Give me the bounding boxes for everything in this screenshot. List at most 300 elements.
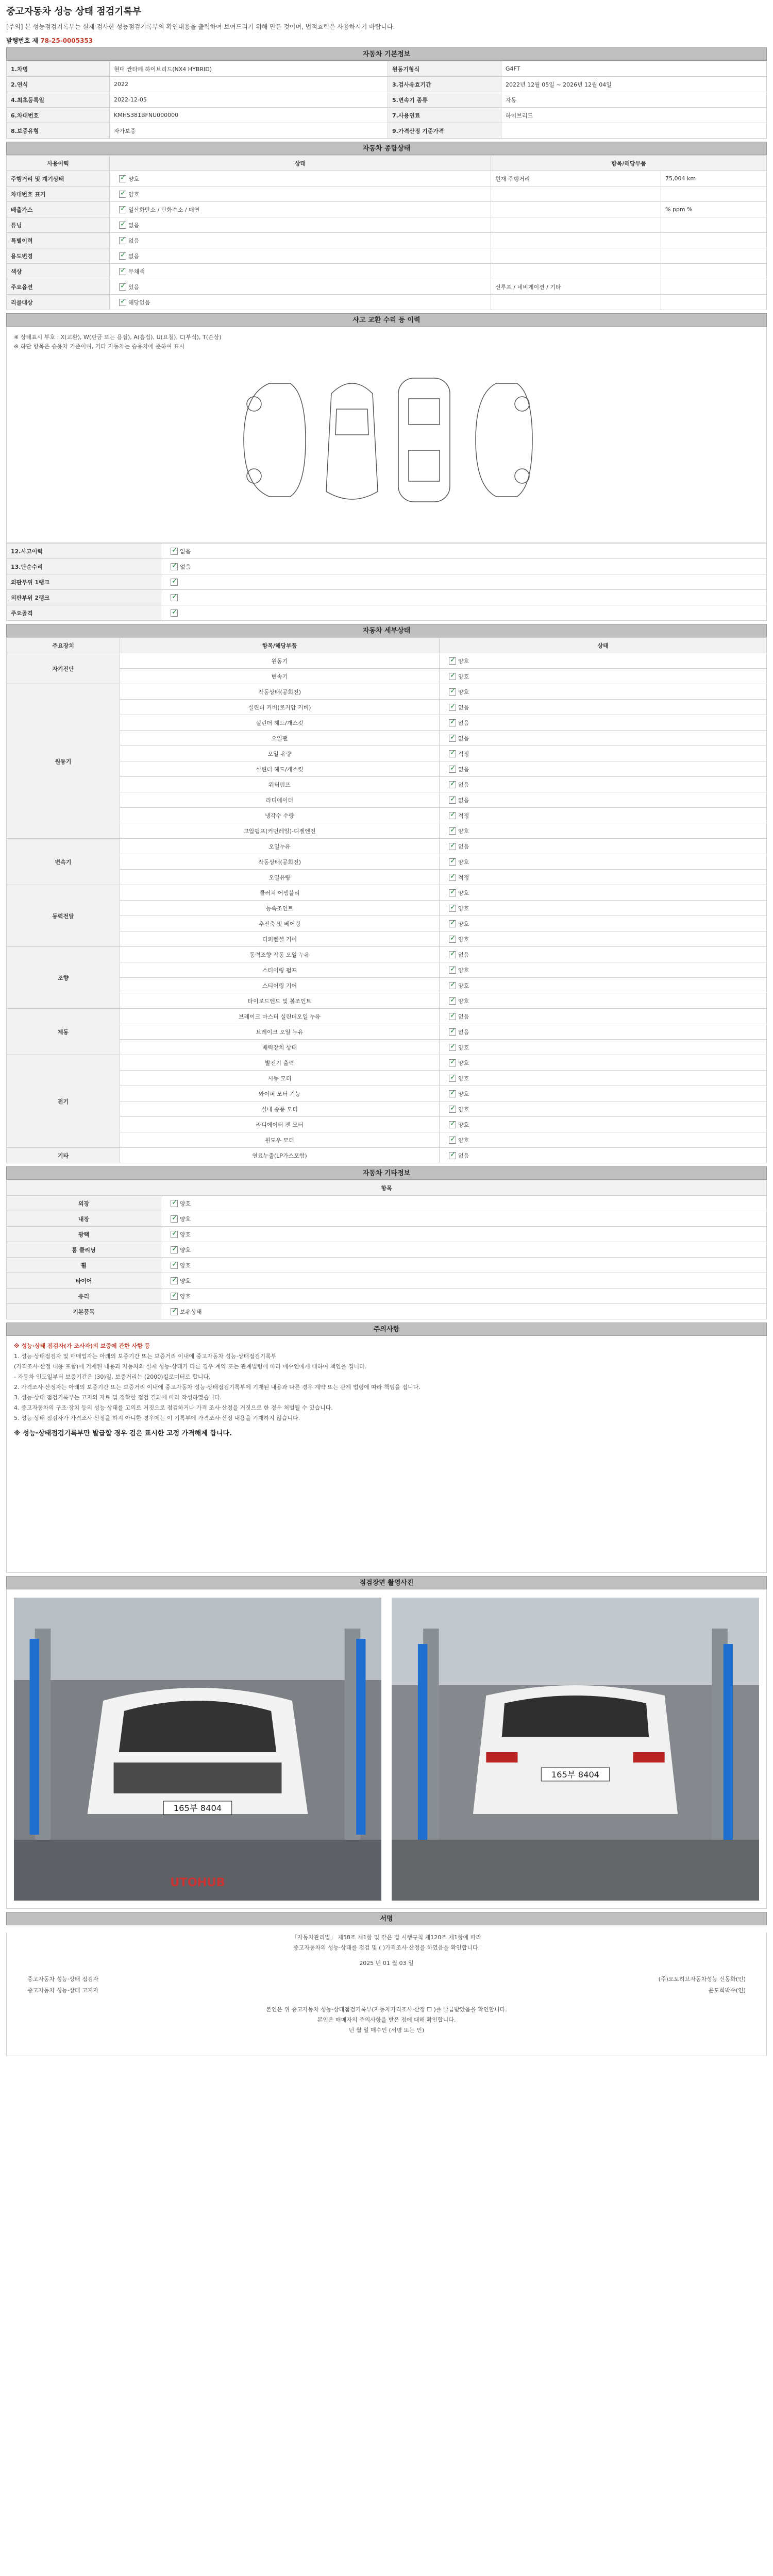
detail-state: [440, 669, 767, 684]
basic-value: 자가보증: [110, 123, 388, 139]
note-line: - 자동차 인도일부터 보증기간은 (30)일, 보증거리는 (2000)킬로미터로 합니다.: [14, 1374, 211, 1380]
detail-state: [440, 1009, 767, 1024]
overall-mark: [491, 187, 661, 202]
overall-mark: [491, 248, 661, 264]
table-row: [7, 1024, 767, 1040]
overall-mark: [491, 295, 661, 310]
table-row: [7, 1289, 767, 1304]
document-title: 중고자동차 성능 상태 점검기록부: [6, 6, 142, 17]
overall-value: [661, 248, 767, 264]
overall-state-label: 해당없음: [128, 299, 150, 306]
checkbox-checked-icon[interactable]: [449, 657, 456, 665]
overall-key: 특별이력: [7, 233, 110, 248]
table-row: [7, 92, 767, 108]
legend-line-2: ※ 하단 항목은 승용차 기준이며, 기타 자동차는 승용차에 준하여 표시: [14, 343, 185, 350]
checkbox-checked-icon[interactable]: [119, 268, 126, 275]
certificate-number: [6, 34, 767, 47]
detail-state-label: 없음: [458, 719, 469, 726]
front-brand: UTOHUB: [170, 1876, 225, 1889]
car-outline-icon: [233, 363, 543, 517]
accident-value: [161, 544, 767, 559]
detail-state: [440, 684, 767, 700]
extra-key: 광택: [7, 1227, 161, 1242]
photo-row: [6, 1589, 767, 1909]
detail-state-label: 없음: [458, 781, 469, 788]
extra-key: 룸 클리닝: [7, 1242, 161, 1258]
accident-key: 외판부위 2랭크: [7, 590, 161, 605]
detail-state-label: 양호: [458, 997, 469, 1005]
detail-item: 실린더 헤드/개스킷: [120, 761, 440, 777]
note-line: (가격조사·산정 내용 포함)에 기재된 내용과 자동차의 실제 성능·상태가 다른 경우 계약 또는 관계법령에 따라 매수인에게 대하여 책임을 집니다.: [14, 1363, 367, 1370]
basic-key: 4.최초등록일: [7, 92, 110, 108]
checkbox-checked-icon[interactable]: [119, 283, 126, 291]
table-row: [7, 962, 767, 978]
table-row: [7, 1071, 767, 1086]
checkbox-checked-icon[interactable]: [449, 688, 456, 696]
table-row: [7, 854, 767, 870]
detail-group: 원동기: [7, 684, 120, 839]
detail-state-label: 없음: [458, 1152, 469, 1159]
overall-value: [661, 187, 767, 202]
detail-item: 오일누유: [120, 839, 440, 854]
detail-state-label: 양호: [458, 827, 469, 835]
overall-state-label: 양호: [128, 191, 140, 198]
sign-right-2: 윤도희박수(인): [708, 1987, 746, 1994]
table-row: [7, 544, 767, 559]
detail-state: [440, 870, 767, 885]
extra-value: [161, 1273, 767, 1289]
checkbox-checked-icon[interactable]: [449, 1106, 456, 1113]
checkbox-checked-icon[interactable]: [449, 1059, 456, 1066]
basic-value: 현대 싼타페 하이브리드(NX4 HYBRID): [110, 61, 388, 77]
table-row: [7, 1227, 767, 1242]
detail-state-label: 양호: [458, 1044, 469, 1051]
table-row: [7, 1086, 767, 1101]
table-row: [7, 823, 767, 839]
overall-state: [110, 264, 491, 279]
accident-value: [161, 605, 767, 621]
accident-value: [161, 590, 767, 605]
checkbox-checked-icon[interactable]: [171, 563, 178, 570]
detail-state-label: 양호: [458, 1121, 469, 1128]
detail-state: [440, 885, 767, 901]
extra-key: 휠: [7, 1258, 161, 1273]
detail-state: [440, 931, 767, 947]
detail-item: 오일유량: [120, 870, 440, 885]
accident-value: [161, 574, 767, 590]
notice-text: [주의] 본 성능점검기록부는 실제 검사한 성능점검기록부의 확인내용을 출력하여 보여드리기 위해 만든 것이며, 법적효력은 사용하시기 바랍니다.: [6, 23, 395, 30]
overall-state: [110, 233, 491, 248]
overall-state: [110, 248, 491, 264]
detail-state: [440, 808, 767, 823]
overall-state-label: 없음: [128, 222, 140, 229]
table-row: [7, 77, 767, 92]
table-row: [7, 217, 767, 233]
checkbox-checked-icon[interactable]: [449, 920, 456, 927]
sign-left-1: 중고자동차 성능·상태 점검자: [27, 1976, 99, 1982]
detail-item: 실내 송풍 모터: [120, 1101, 440, 1117]
table-row: [7, 870, 767, 885]
table-row: [7, 1196, 767, 1211]
checkbox-checked-icon[interactable]: [449, 719, 456, 726]
detail-item: 라디에이터 팬 모터: [120, 1117, 440, 1132]
detail-state-label: 양호: [458, 688, 469, 696]
detail-item: 실린더 헤드/개스킷: [120, 715, 440, 731]
detail-item: 오일 유량: [120, 746, 440, 761]
accident-value: [161, 559, 767, 574]
detail-state-label: 없음: [458, 766, 469, 773]
checkbox-checked-icon[interactable]: [171, 1246, 178, 1253]
table-row: [7, 746, 767, 761]
checkbox-checked-icon[interactable]: [449, 766, 456, 773]
overall-value: [661, 295, 767, 310]
detail-head-2: 상태: [440, 638, 767, 653]
detail-item: 브레이크 오일 누유: [120, 1024, 440, 1040]
overall-key: 배출가스: [7, 202, 110, 217]
table-row: [7, 233, 767, 248]
basic-key: 8.보증유형: [7, 123, 110, 139]
sign-line-2: 중고자동차의 성능·상태를 점검 및 ( )가격조사·산정을 하였음을 확인합니다.: [293, 1944, 480, 1951]
checkbox-checked-icon[interactable]: [119, 222, 126, 229]
extra-value-label: 양호: [180, 1200, 191, 1207]
overall-mark: [491, 233, 661, 248]
checkbox-checked-icon[interactable]: [449, 951, 456, 958]
basic-value: 자동: [501, 92, 767, 108]
detail-state: [440, 1024, 767, 1040]
detail-state-label: 양호: [458, 1075, 469, 1082]
checkbox-checked-icon[interactable]: [449, 673, 456, 680]
checkbox-checked-icon[interactable]: [449, 1090, 456, 1097]
detail-state-label: 적정: [458, 750, 469, 757]
detail-group: 제동: [7, 1009, 120, 1055]
detail-state: [440, 854, 767, 870]
detail-state-label: 양호: [458, 1106, 469, 1113]
table-row: [7, 684, 767, 700]
table-row: [7, 1258, 767, 1273]
overall-state-label: 있음: [128, 283, 140, 291]
note-line: 2. 가격조사·산정자는 아래의 보증기간 또는 보증거리 이내에 중고자동차 성능·상태점검기록부에 기재된 내용과 다른 경우 계약 또는 관계 법령에 따라 책임을 집니다.: [14, 1384, 421, 1391]
detail-item: 연료누출(LP가스포함): [120, 1148, 440, 1163]
checkbox-checked-icon[interactable]: [449, 997, 456, 1005]
checkbox-checked-icon[interactable]: [171, 579, 178, 586]
table-row: [7, 777, 767, 792]
extra-value: [161, 1242, 767, 1258]
detail-group: 변속기: [7, 839, 120, 885]
detail-item: 브레이크 마스터 실린더오일 누유: [120, 1009, 440, 1024]
checkbox-checked-icon[interactable]: [449, 1028, 456, 1036]
overall-value: [661, 279, 767, 295]
detail-state-label: 양호: [458, 920, 469, 927]
overall-key: 색상: [7, 264, 110, 279]
detail-state-label: 양호: [458, 858, 469, 866]
extra-value: [161, 1289, 767, 1304]
detail-state-label: 양호: [458, 982, 469, 989]
detail-item: 발전기 출력: [120, 1055, 440, 1071]
detail-state: [440, 761, 767, 777]
diagram-legend: [14, 333, 222, 351]
overall-key: 주행거리 및 계기상태: [7, 171, 110, 187]
checkbox-checked-icon[interactable]: [171, 1293, 178, 1300]
checkbox-checked-icon[interactable]: [119, 206, 126, 213]
overall-value: [661, 217, 767, 233]
table-row: [7, 559, 767, 574]
detail-table: [6, 637, 767, 1163]
checkbox-checked-icon[interactable]: [449, 796, 456, 804]
basic-value: G4FT: [501, 61, 767, 77]
detail-state: [440, 1132, 767, 1148]
detail-state-label: 없음: [458, 796, 469, 804]
detail-state: [440, 700, 767, 715]
notes-bar: 주의사항: [6, 1323, 767, 1336]
detail-item: 변속기: [120, 669, 440, 684]
checkbox-checked-icon[interactable]: [171, 1200, 178, 1207]
detail-state: [440, 715, 767, 731]
detail-item: 동력조향 작동 오일 누유: [120, 947, 440, 962]
table-row: [7, 1055, 767, 1071]
rear-plate: 165부 8404: [551, 1770, 600, 1780]
basic-value: 2022-12-05: [110, 92, 388, 108]
detail-state-label: 양호: [458, 673, 469, 680]
checkbox-checked-icon[interactable]: [449, 781, 456, 788]
detail-state-label: 양호: [458, 889, 469, 896]
checkbox-checked-icon[interactable]: [449, 704, 456, 711]
car-rear-image: [392, 1598, 759, 1901]
detail-state-label: 양호: [458, 1137, 469, 1144]
detail-item: 스티어링 펌프: [120, 962, 440, 978]
extra-key: 타이어: [7, 1273, 161, 1289]
checkbox-checked-icon[interactable]: [449, 843, 456, 850]
overall-table: [6, 155, 767, 310]
detail-item: 와이퍼 모터 기능: [120, 1086, 440, 1101]
overall-mark: [491, 217, 661, 233]
checkbox-checked-icon[interactable]: [449, 1152, 456, 1159]
accident-bar: 사고 교환 수리 등 이력: [6, 313, 767, 327]
checkbox-checked-icon[interactable]: [449, 889, 456, 896]
basic-key: 원동기형식: [388, 61, 501, 77]
overall-bar: 자동차 종합상태: [6, 142, 767, 155]
extra-table: [6, 1180, 767, 1319]
extra-value: [161, 1211, 767, 1227]
checkbox-checked-icon[interactable]: [171, 1308, 178, 1315]
checkbox-checked-icon[interactable]: [171, 1262, 178, 1269]
table-row: [7, 978, 767, 993]
detail-group: 전기: [7, 1055, 120, 1148]
extra-value-label: 양호: [180, 1262, 191, 1269]
extra-value-label: 양호: [180, 1277, 191, 1284]
basic-info-table: [6, 61, 767, 139]
checkbox-checked-icon[interactable]: [119, 175, 126, 182]
overall-value: % ppm %: [661, 202, 767, 217]
checkbox-checked-icon[interactable]: [449, 905, 456, 912]
signature-bar: 서명: [6, 1912, 767, 1925]
table-row: [7, 123, 767, 139]
overall-key: 차대번호 표기: [7, 187, 110, 202]
table-row: [7, 295, 767, 310]
detail-state: [440, 1055, 767, 1071]
accident-value-label: 없음: [180, 563, 191, 570]
report-page: [6, 4, 767, 2056]
detail-state: [440, 993, 767, 1009]
detail-state: [440, 947, 767, 962]
table-row: [7, 901, 767, 916]
checkbox-checked-icon[interactable]: [171, 609, 178, 617]
basic-key: 5.변속기 종류: [388, 92, 501, 108]
overall-state: [110, 295, 491, 310]
table-row: [7, 839, 767, 854]
detail-item: 추진축 및 베어링: [120, 916, 440, 931]
extra-bar: 자동차 기타정보: [6, 1166, 767, 1180]
checkbox-checked-icon[interactable]: [449, 967, 456, 974]
checkbox-checked-icon[interactable]: [171, 1231, 178, 1238]
detail-item: 냉각수 수량: [120, 808, 440, 823]
table-row: [7, 171, 767, 187]
extra-value-label: 양호: [180, 1231, 191, 1238]
extra-value-label: 양호: [180, 1246, 191, 1253]
detail-state: [440, 1117, 767, 1132]
detail-state: [440, 746, 767, 761]
table-row: [7, 61, 767, 77]
extra-value-label: 양호: [180, 1293, 191, 1300]
detail-state-label: 적정: [458, 874, 469, 881]
signature-box: [6, 1933, 767, 2056]
checkbox-checked-icon[interactable]: [449, 735, 456, 742]
table-row: [7, 279, 767, 295]
cert-no: 78-25-0005353: [40, 37, 93, 44]
overall-head-1: 상태: [110, 156, 491, 171]
checkbox-checked-icon[interactable]: [171, 1215, 178, 1223]
checkbox-checked-icon[interactable]: [449, 874, 456, 881]
detail-state-label: 양호: [458, 1059, 469, 1066]
table-row: [7, 264, 767, 279]
rear-photo: [392, 1598, 759, 1901]
detail-state: [440, 1148, 767, 1163]
overall-value: [661, 264, 767, 279]
overall-key: 리콜대상: [7, 295, 110, 310]
extra-value: [161, 1196, 767, 1211]
overall-state-label: 없음: [128, 252, 140, 260]
table-row: [7, 1304, 767, 1319]
extra-key: 기본품목: [7, 1304, 161, 1319]
table-row: [7, 1180, 767, 1196]
checkbox-checked-icon[interactable]: [449, 1044, 456, 1051]
table-row: [7, 761, 767, 777]
checkbox-checked-icon[interactable]: [119, 299, 126, 306]
overall-state-label: 무채색: [128, 268, 145, 275]
detail-item: 시동 모터: [120, 1071, 440, 1086]
detail-state: [440, 777, 767, 792]
overall-value: 75,004 km: [661, 171, 767, 187]
detail-group: 기타: [7, 1148, 120, 1163]
detail-state-label: 없음: [458, 1013, 469, 1020]
overall-mark: 선루프 / 네비게이션 / 기타: [491, 279, 661, 295]
basic-key: 7.사용연료: [388, 108, 501, 123]
table-row: [7, 916, 767, 931]
accident-table: [6, 543, 767, 621]
legend-line-1: ※ 상태표시 부호 : X(교환), W(판금 또는 용접), A(흠집), U(요철), C(부식), T(손상): [14, 334, 222, 341]
detail-head-1: 항목/해당부품: [120, 638, 440, 653]
table-row: [7, 1101, 767, 1117]
detail-item: 스티어링 기어: [120, 978, 440, 993]
overall-key: 튜닝: [7, 217, 110, 233]
table-row: [7, 653, 767, 669]
note-line: 4. 중고자동차의 구조·장치 등의 성능·상태를 고의로 거짓으로 점검하거나 가격 조사·산정을 거짓으로 한 경우 처벌될 수 있습니다.: [14, 1404, 333, 1411]
overall-value: [661, 233, 767, 248]
detail-state: [440, 1071, 767, 1086]
overall-head-2: 항목/해당부품: [491, 156, 767, 171]
detail-state: [440, 1101, 767, 1117]
detail-state: [440, 1086, 767, 1101]
table-row: [7, 1273, 767, 1289]
extra-key: 외장: [7, 1196, 161, 1211]
table-row: [7, 574, 767, 590]
checkbox-checked-icon[interactable]: [119, 237, 126, 244]
overall-state-label: 일산화탄소 / 탄화수소 / 매연: [128, 206, 200, 213]
extra-key: 유리: [7, 1289, 161, 1304]
table-row: [7, 248, 767, 264]
accident-key: 외판부위 1랭크: [7, 574, 161, 590]
checkbox-checked-icon[interactable]: [449, 1075, 456, 1082]
detail-state-label: 적정: [458, 812, 469, 819]
detail-item: 실린더 커버(로커암 커버): [120, 700, 440, 715]
overall-key: 주요옵션: [7, 279, 110, 295]
accident-key: 13.단순수리: [7, 559, 161, 574]
detail-state-label: 양호: [458, 657, 469, 665]
checkbox-checked-icon[interactable]: [449, 750, 456, 757]
note-line: 5. 성능·상태 점검자가 가격조사·산정을 하지 아니한 경우에는 이 기록부에 가격조사·산정 내용을 기재하지 않습니다.: [14, 1415, 300, 1421]
car-diagram: [6, 327, 767, 543]
detail-state-label: 없음: [458, 704, 469, 711]
checkbox-checked-icon[interactable]: [449, 812, 456, 819]
detail-head-0: 주요장치: [7, 638, 120, 653]
detail-group: 동력전달: [7, 885, 120, 947]
checkbox-checked-icon[interactable]: [119, 191, 126, 198]
checkbox-checked-icon[interactable]: [449, 1121, 456, 1128]
detail-state: [440, 823, 767, 839]
overall-mark: 현재 주행거리: [491, 171, 661, 187]
overall-state: [110, 171, 491, 187]
basic-value: 2022년 12월 05일 ~ 2026년 12월 04일: [501, 77, 767, 92]
checkbox-checked-icon[interactable]: [449, 1137, 456, 1144]
basic-key: 6.차대번호: [7, 108, 110, 123]
checkbox-checked-icon[interactable]: [171, 594, 178, 601]
checkbox-checked-icon[interactable]: [171, 548, 178, 555]
cert-label: 발행번호 제: [6, 37, 39, 44]
overall-state: [110, 279, 491, 295]
table-row: [7, 605, 767, 621]
table-row: [7, 1132, 767, 1148]
checkbox-checked-icon[interactable]: [449, 1013, 456, 1020]
checkbox-checked-icon[interactable]: [449, 982, 456, 989]
checkbox-checked-icon[interactable]: [449, 936, 456, 943]
sign-buyer: 년 월 일 매수인 (서명 또는 인): [348, 2027, 425, 2033]
sign-date: 2025 년 01 월 03 일: [359, 1960, 414, 1967]
table-row: [7, 669, 767, 684]
detail-state-label: 없음: [458, 843, 469, 850]
checkbox-checked-icon[interactable]: [449, 858, 456, 866]
basic-key: 9.가격산정 기준가격: [388, 123, 501, 139]
checkbox-checked-icon[interactable]: [449, 827, 456, 835]
car-front-image: [14, 1598, 381, 1901]
table-row: [7, 108, 767, 123]
checkbox-checked-icon[interactable]: [171, 1277, 178, 1284]
detail-state-label: 양호: [458, 936, 469, 943]
detail-state-label: 없음: [458, 951, 469, 958]
detail-group: 자기진단: [7, 653, 120, 684]
overall-key: 용도변경: [7, 248, 110, 264]
checkbox-checked-icon[interactable]: [119, 252, 126, 260]
detail-state-label: 없음: [458, 1028, 469, 1036]
table-row: [7, 590, 767, 605]
